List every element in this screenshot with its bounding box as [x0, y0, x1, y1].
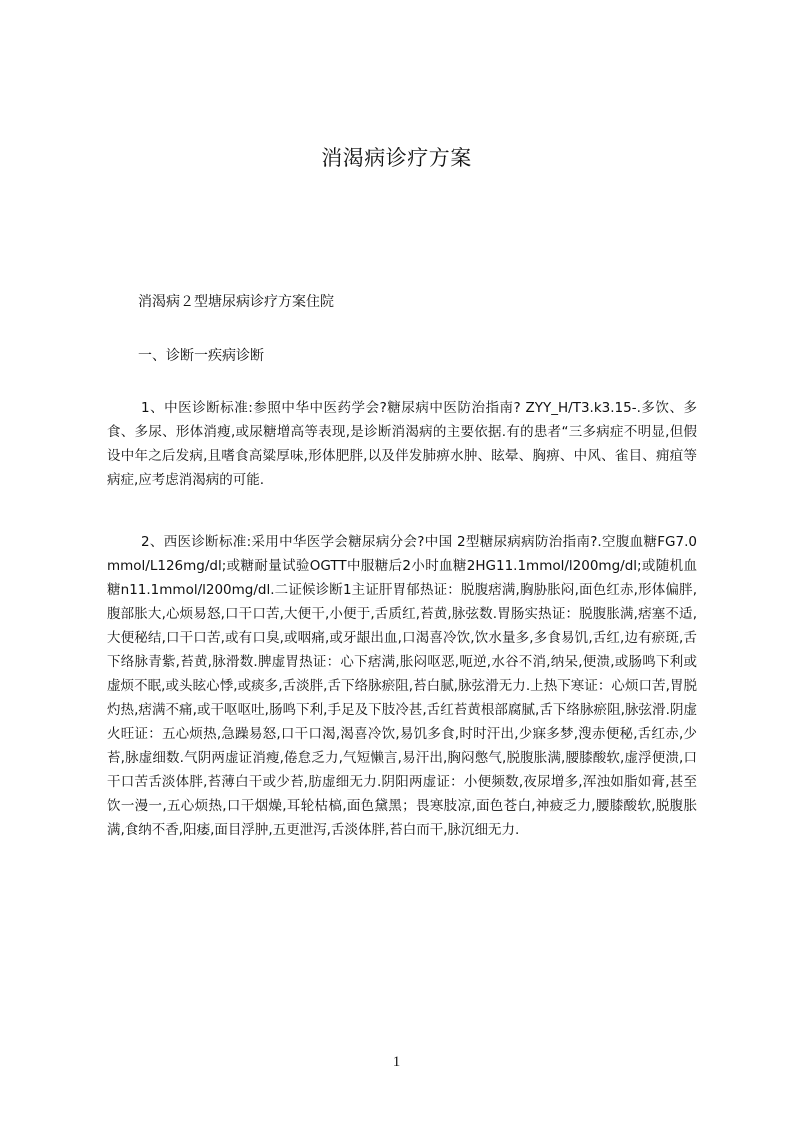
- paragraph-tcm-diagnosis: [107, 396, 697, 492]
- paragraph-text: 2、西医诊断标准:采用中华医学会糖尿病分会?中国 2型糖尿病病防治指南?.空腹血糖FG7.0mmol/L126mg/dl;或糖耐量试验OGTT中服糖后2小时血糖2HG11.1mmol/l200mg/dl;或随机血糖n11.1mmol/l200mg/dl.二证候诊断1主证肝胃郁热证：脱腹痞满,胸胁胀闷,面色红赤,形体偏胖,腹部胀大,心烦易怒,口干口苦,大便干,小便于,舌质红,苔黄,脉弦数.胃肠实热证：脱腹胀满,痞塞不适,大便秘结,口干口苦,或有口臭,或咽痛,或牙龈出血,口渴喜冷饮,饮水量多,多食易饥,舌红,边有瘀斑,舌下络脉青紫,苔黄,脉滑数.脾虚胃热证：心下痞满,胀闷呕恶,呃逆,水谷不消,纳呆,便溃,或肠鸣下利或虚烦不眠,或头眩心悸,或痰多,舌淡胖,舌下络脉瘀阻,苔白腻,脉弦滑无力.上热下寒证：心烦口苦,胃脱灼热,痞满不痛,或干呕呕吐,肠鸣下利,手足及下肢冷甚,舌红苔黄根部腐腻,舌下络脉瘀阻,脉弦滑.阴虚火旺证：五心烦热,急躁易怒,口干口渴,渴喜冷饮,易饥多食,时时汗出,少寐多梦,溲赤便秘,舌红赤,少苔,脉虚细数.气阴两虚证消瘦,倦怠乏力,气短懒言,易汗出,胸闷憋气,脱腹胀满,腰膝酸软,虚浮便溃,口干口苦舌淡体胖,苔薄白干或少苔,肪虚细无力.阴阳两虚证：小便频数,夜尿增多,浑浊如脂如膏,甚至饮一漫一,五心烦热,口干烟燥,耳轮枯槁,面色黛黑；畏寒肢凉,面色苍白,神疲乏力,腰膝酸软,脱腹胀满,食纳不香,阳痿,面目浮肿,五更泄泻,舌淡体胖,苔白而干,脉沉细无力.: [107, 534, 697, 838]
- paragraph-text: 1、中医诊断标准:参照中华中医药学会?糖尿病中医防治指南? ZYY_H/T3.k3.15-.多饮、多食、多尿、形体消瘦,或尿糖增高等表现,是诊断消渴病的主要依据.有的患者“三多病症不明显,但假设中年之后发病,且嗜食高粱厚味,形体肥胖,以及伴发肺痹水肿、眩晕、胸痹、中风、雀目、痈疽等病症,应考虑消渴病的可能.: [107, 400, 697, 488]
- page-title: 消渴病诊疗方案: [321, 146, 472, 170]
- page-number: 1: [392, 1054, 401, 1070]
- document-subtitle: 消渴病２型塘尿病诊疗方案住院: [138, 294, 334, 310]
- paragraph-western-diagnosis: [107, 530, 697, 842]
- section-heading: 一、诊断一疾病诊断: [138, 348, 264, 364]
